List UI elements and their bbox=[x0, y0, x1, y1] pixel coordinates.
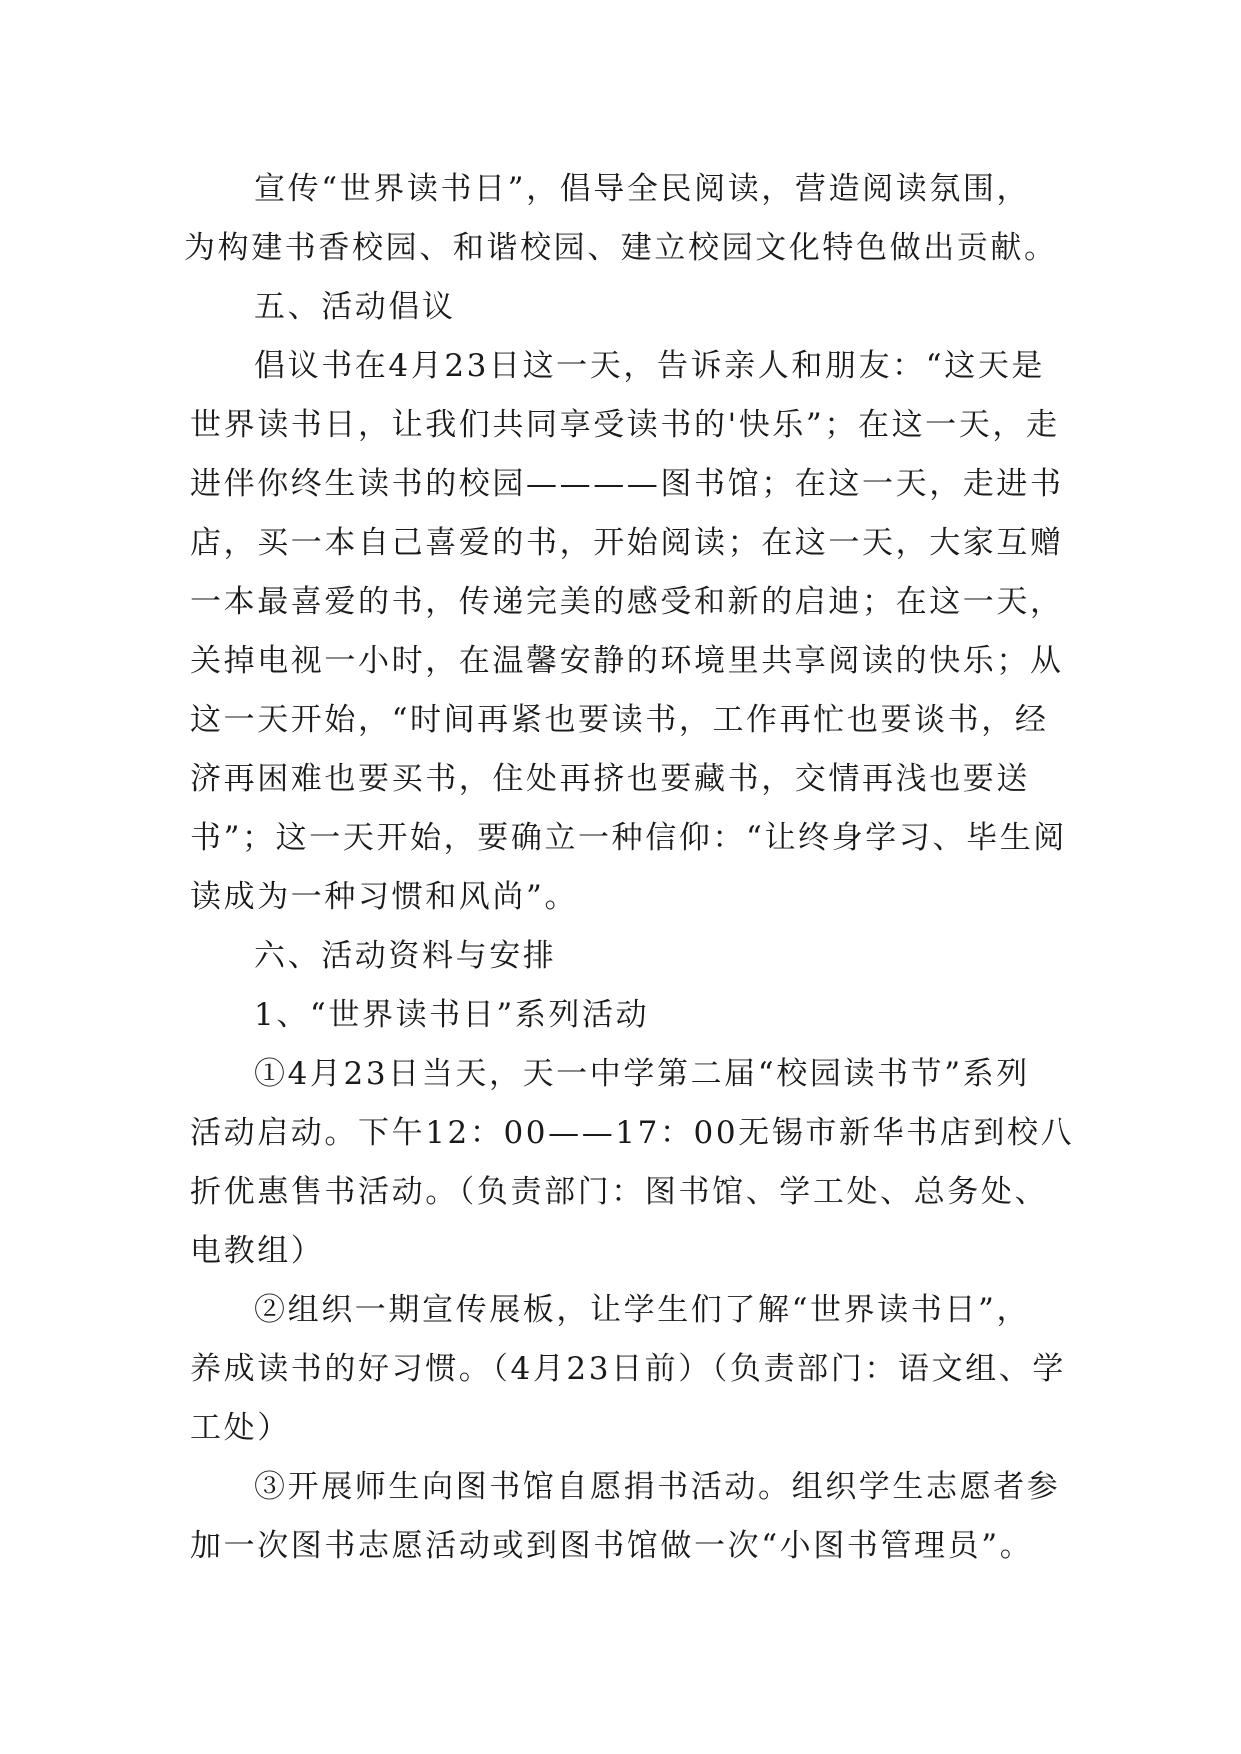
text-line: ③开展师生向图书馆自愿捐书活动。组织学生志愿者参 bbox=[254, 1469, 1061, 1505]
heading-text: 五、活动倡议 bbox=[254, 289, 456, 325]
paragraph-item-1 bbox=[190, 1045, 1075, 1281]
text-line: 宣传“世界读书日”，倡导全民阅读，营造阅读氛围， bbox=[254, 171, 1031, 207]
text-line: 书”；这一天开始，要确立一种信仰：“让终身学习、毕生阅 bbox=[190, 820, 1067, 856]
paragraph-item-2 bbox=[190, 1281, 1070, 1458]
text-line: ②组织一期宣传展板，让学生们了解“世界读书日”， bbox=[254, 1292, 1031, 1328]
text-line: 为构建书香校园、和谐校园、建立校园文化特色做出贡献。 bbox=[184, 230, 1058, 266]
text-line: 济再困难也要买书，住处再挤也要藏书，交情再浅也要送 bbox=[190, 761, 1030, 797]
text-line: 读成为一种习惯和风尚”。 bbox=[190, 879, 579, 915]
section-heading-6 bbox=[190, 927, 1070, 986]
text-line: ①4月23日当天，天一中学第二届“校园读书节”系列 bbox=[254, 1056, 1030, 1092]
section-heading-5 bbox=[190, 278, 1070, 337]
text-line: 电教组） bbox=[190, 1233, 325, 1269]
text-line: 进伴你终生读书的校园————图书馆；在这一天，走进书 bbox=[190, 466, 1064, 502]
text-line: 活动启动。下午12：00——17：00无锡市新华书店到校八 bbox=[190, 1115, 1075, 1151]
text-line: 世界读书日，让我们共同享受读书的'快乐”；在这一天，走 bbox=[190, 407, 1060, 443]
subsection-heading-1 bbox=[190, 986, 1070, 1045]
text-line: 养成读书的好习惯。（4月23日前）（负责部门：语文组、学 bbox=[190, 1351, 1066, 1387]
paragraph-proposal bbox=[190, 337, 1070, 927]
heading-text: 六、活动资料与安排 bbox=[254, 938, 557, 974]
text-line: 店，买一本自己喜爱的书，开始阅读；在这一天，大家互赠 bbox=[190, 525, 1064, 561]
text-line: 一本最喜爱的书，传递完美的感受和新的启迪；在这一天， bbox=[190, 584, 1064, 620]
paragraph-purpose bbox=[184, 160, 1070, 278]
text-line: 工处） bbox=[190, 1410, 291, 1446]
paragraph-item-3 bbox=[190, 1458, 1070, 1576]
document-body bbox=[184, 160, 1075, 1576]
text-line: 折优惠售书活动。（负责部门：图书馆、学工处、总务处、 bbox=[190, 1174, 1049, 1210]
text-line: 倡议书在4月23日这一天，告诉亲人和朋友：“这天是 bbox=[254, 348, 1046, 384]
text-line: 这一天开始，“时间再紧也要读书，工作再忙也要谈书，经 bbox=[190, 702, 1049, 738]
heading-text: 1、“世界读书日”系列活动 bbox=[254, 997, 650, 1033]
text-line: 关掉电视一小时，在温馨安静的环境里共享阅读的快乐；从 bbox=[190, 643, 1064, 679]
text-line: 加一次图书志愿活动或到图书馆做一次“小图书管理员”。 bbox=[190, 1528, 1034, 1564]
